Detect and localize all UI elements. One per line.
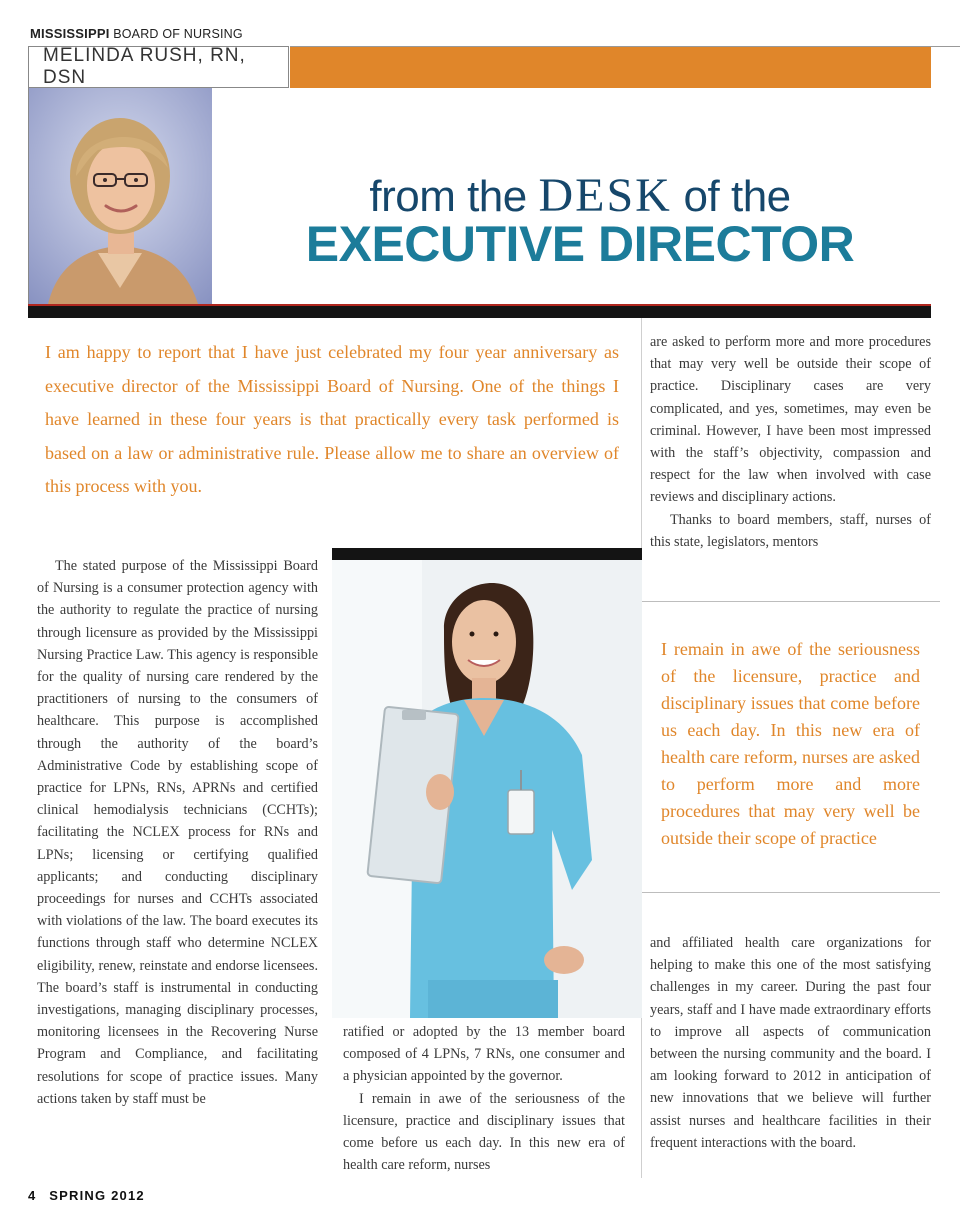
author-name-box xyxy=(28,46,289,88)
nurse-photo xyxy=(332,560,642,1018)
headline-desk: DESK xyxy=(538,169,672,222)
issue-label: SPRING 2012 xyxy=(49,1188,145,1203)
pullquote-top-rule xyxy=(642,601,940,602)
column-3-paragraph-1: are asked to perform more and more procedures that may very well be outside their scope of practice. Disciplinary cases are very complicated, and yes, sometimes, may even be criminal. However, I have been most impressed with the staff’s objectivity, compassion and respect for the law when involved with case reviews and disciplinary actions. xyxy=(650,334,931,506)
orange-header-bar xyxy=(290,47,931,88)
masthead xyxy=(30,26,243,41)
photo-top-bar xyxy=(332,548,642,560)
column-3-bottom-text: and affiliated health care organizations for helping to make this one of the most satisfying challenges in my career. During the past four years, staff and I have made extraordinary efforts to improve all aspects of communication between the nursing community and the board. I am looking forward to 2012 in anticipation of new innovations that we believe will further assist nurses and healthcare facilities in their frequent interactions with the board. xyxy=(650,935,931,1151)
intro-paragraph: I am happy to report that I have just celebrated my four year anniversary as executive director of the Mississippi Board of Nursing. One of the things I have learned in these four years is that practically every task performed is based on a law or administrative rule. Please allow me to share an overview of this process with you. xyxy=(45,342,619,497)
headline-post: of the xyxy=(683,172,791,221)
author-name: MELINDA RUSH, RN, DSN xyxy=(43,45,246,88)
column-2-paragraph-2: I remain in awe of the seriousness of the licensure, practice and disciplinary issues that come before us each day. In this new era of health care reform, nurses xyxy=(343,1090,625,1174)
nurse-illustration xyxy=(332,560,642,1018)
portrait-left-rule xyxy=(28,88,29,308)
header-black-bar xyxy=(28,304,931,318)
column-3-top-text xyxy=(650,331,931,553)
pullquote: I remain in awe of the seriousness of the licensure, practice and disciplinary issues that come before us each day. In this new era of health care reform, nurses are asked to perform more and more procedures that may very well be outside their scope of practice xyxy=(661,639,920,848)
column-3-paragraph-2: Thanks to board members, staff, nurses of this state, legislators, mentors xyxy=(650,511,931,550)
masthead-state: MISSISSIPPI xyxy=(30,26,110,41)
page-number: 4 xyxy=(28,1188,37,1203)
portrait-photo xyxy=(28,88,212,304)
column-1-text: The stated purpose of the Mississippi Board of Nursing is a consumer protection agency with the authority to regulate the practice of nursing through licensure as provided by the Mississippi Nursing Practice Law. This agency is responsible for the quality of nursing care rendered by the practitioners of nursing to the consumers of healthcare. This purpose is accomplished through the authority of the board’s Administrative Code by establishing scope of practice for LPNs, RNs, APRNs and certified clinical hemodialysis technicians (CCHTs); facilitating the NCLEX process for RNs and LPNs; licensing or certifying qualified applicants; and conducting disciplinary proceedings for nurses and CCHTs associated with violations of the law. The board executes its functions through staff who determine NCLEX eligibility, renew, reinstate and endorse licensees. The board’s staff is instrumental in conducting investigations, managing disciplinary processes, monitoring licensees in the Recovering Nurse Program and Compliance, and facilitating resolutions for scope of practice issues. Many actions taken by staff must be xyxy=(37,558,318,1107)
portrait-illustration xyxy=(28,88,212,304)
column-2-paragraph-1: ratified or adopted by the 13 member board composed of 4 LPNs, 7 RNs, one consumer and a physician appointed by the governor. xyxy=(343,1024,625,1085)
headline-line2: EXECUTIVE DIRECTOR xyxy=(305,216,855,272)
page-footer xyxy=(28,1188,145,1203)
column-2-text xyxy=(343,1021,625,1176)
pullquote-bottom-rule xyxy=(642,892,940,893)
masthead-board: BOARD OF NURSING xyxy=(113,27,243,41)
headline-pre: from the xyxy=(369,172,527,221)
